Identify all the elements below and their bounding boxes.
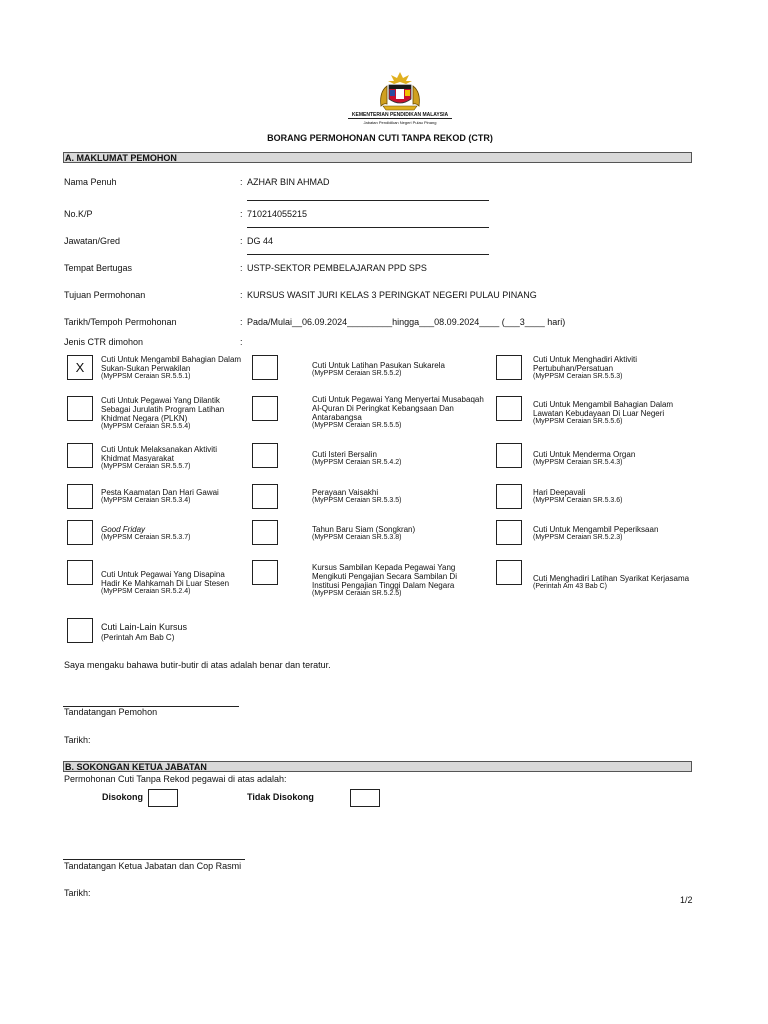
option-label: Cuti Untuk Pegawai Yang Disapina Hadir Ke Mahkamah Di Luar Stesen (MyPPSM Ceraian SR.5.2.4): [101, 570, 230, 595]
colon: :: [240, 209, 243, 219]
option-checkbox[interactable]: [67, 443, 93, 468]
option-label: Cuti Menghadiri Latihan Syarikat Kerjasama (Perintah Am 43 Bab C): [533, 574, 690, 590]
disokong-label: Disokong: [102, 792, 144, 802]
option-label: Tahun Baru Siam (Songkran) (MyPPSM Ceraian SR.5.3.8): [312, 525, 416, 541]
option-label: Cuti Untuk Mengambil Peperiksaan (MyPPSM Ceraian SR.5.2.3): [533, 525, 659, 541]
section-a-header: A. MAKLUMAT PEMOHON: [63, 152, 692, 163]
jawatan-label: Jawatan/Gred: [64, 236, 121, 246]
option-checkbox[interactable]: [252, 484, 278, 509]
kp-label: No.K/P: [64, 209, 93, 219]
option-label: Hari Deepavali (MyPPSM Ceraian SR.5.3.6): [533, 488, 623, 504]
option-checkbox[interactable]: X: [67, 355, 93, 380]
option-label: Good Friday (MyPPSM Ceraian SR.5.3.7): [101, 525, 191, 541]
malaysia-coat-of-arms-icon: [373, 70, 427, 114]
colon: :: [240, 236, 243, 246]
ministry-name: KEMENTERIAN PENDIDIKAN MALAYSIA: [351, 112, 449, 118]
option-checkbox[interactable]: [252, 560, 278, 585]
option-checkbox[interactable]: [496, 560, 522, 585]
colon: :: [240, 317, 243, 327]
option-label: Cuti Untuk Mengambil Bahagian Dalam Sukan-Sukan Perwakilan (MyPPSM Ceraian SR.5.5.1): [101, 355, 242, 380]
option-checkbox[interactable]: [252, 355, 278, 380]
option-checkbox[interactable]: [67, 560, 93, 585]
applicant-date-label: Tarikh:: [64, 735, 91, 745]
tidak-disokong-label: Tidak Disokong: [247, 792, 314, 802]
jenis-label: Jenis CTR dimohon: [64, 337, 144, 347]
tujuan-value[interactable]: KURSUS WASIT JURI KELAS 3 PERINGKAT NEGERI PULAU PINANG: [247, 290, 537, 300]
tarikh-value[interactable]: Pada/Mulai__06.09.2024_________hingga___08.09.2024____ (___3____ hari): [247, 317, 566, 327]
option-label: Cuti Untuk Melaksanakan Aktiviti Khidmat Masyarakat (MyPPSM Ceraian SR.5.5.7): [101, 445, 218, 470]
kp-value[interactable]: 710214055215: [247, 209, 308, 219]
colon: :: [240, 337, 243, 347]
disokong-checkbox[interactable]: [148, 789, 178, 807]
tidak-disokong-checkbox[interactable]: [350, 789, 380, 807]
tujuan-label: Tujuan Permohonan: [64, 290, 146, 300]
option-checkbox[interactable]: [496, 484, 522, 509]
head-signature-label: Tandatangan Ketua Jabatan dan Cop Rasmi: [64, 861, 242, 871]
tempat-value[interactable]: USTP-SEKTOR PEMBELAJARAN PPD SPS: [247, 263, 427, 273]
colon: :: [240, 177, 243, 187]
declaration-text: Saya mengaku bahawa butir-butir di atas adalah benar dan teratur.: [64, 660, 331, 670]
colon: :: [240, 263, 243, 273]
option-checkbox[interactable]: [252, 520, 278, 545]
option-label: Cuti Untuk Pegawai Yang Dilantik Sebagai Jurulatih Program Latihan Khidmat Negara (PLKN) (MyPPSM Ceraian SR.5.5.4): [101, 396, 225, 430]
nama-label: Nama Penuh: [64, 177, 117, 187]
option-checkbox[interactable]: [252, 396, 278, 421]
option-label: Cuti Isteri Bersalin (MyPPSM Ceraian SR.5.4.2): [312, 450, 402, 466]
option-checkbox[interactable]: [67, 618, 93, 643]
option-checkbox[interactable]: [496, 355, 522, 380]
option-checkbox[interactable]: [67, 484, 93, 509]
option-label: Pesta Kaamatan Dan Hari Gawai (MyPPSM Ceraian SR.5.3.4): [101, 488, 219, 504]
option-checkbox[interactable]: [496, 396, 522, 421]
option-checkbox[interactable]: [67, 520, 93, 545]
tempat-label: Tempat Bertugas: [64, 263, 133, 273]
section-b-header: B. SOKONGAN KETUA JABATAN: [63, 761, 692, 772]
option-checkbox[interactable]: [252, 443, 278, 468]
support-intro: Permohonan Cuti Tanpa Rekod pegawai di atas adalah:: [64, 774, 287, 784]
option-label: Cuti Untuk Menghadiri Aktiviti Pertubuhan/Persatuan (MyPPSM Ceraian SR.5.5.3): [533, 355, 638, 380]
option-label: Cuti Untuk Latihan Pasukan Sukarela (MyPPSM Ceraian SR.5.5.2): [312, 361, 445, 377]
option-checkbox[interactable]: [67, 396, 93, 421]
form-title: BORANG PERMOHONAN CUTI TANPA REKOD (CTR): [267, 133, 493, 143]
option-label: Cuti Lain-Lain Kursus (Perintah Am Bab C): [101, 622, 188, 642]
head-date-label: Tarikh:: [64, 888, 91, 898]
tarikh-label: Tarikh/Tempoh Permohonan: [64, 317, 177, 327]
option-label: Kursus Sambilan Kepada Pegawai Yang Mengikuti Pengajian Secara Sambilan Di Institusi Pengajian Tinggi Dalam Negara (MyPPSM Ceraian SR.5.2.5): [312, 563, 457, 597]
applicant-signature-label: Tandatangan Pemohon: [64, 707, 158, 717]
option-label: Cuti Untuk Pegawai Yang Menyertai Musabaqah Al-Quran Di Peringkat Kebangsaan Dan Antarabangsa (MyPPSM Ceraian SR.5.5.5): [312, 395, 484, 429]
jawatan-value[interactable]: DG 44: [247, 236, 274, 246]
colon: :: [240, 290, 243, 300]
option-checkbox[interactable]: [496, 443, 522, 468]
option-label: Cuti Untuk Menderma Organ (MyPPSM Ceraian SR.5.4.3): [533, 450, 636, 466]
option-checkbox[interactable]: [496, 520, 522, 545]
option-label: Cuti Untuk Mengambil Bahagian Dalam Lawatan Kebudayaan Di Luar Negeri (MyPPSM Ceraian SR.5.5.6): [533, 400, 674, 425]
page-number: 1/2: [680, 895, 693, 905]
nama-value[interactable]: AZHAR BIN AHMAD: [247, 177, 330, 187]
option-label: Perayaan Vaisakhi (MyPPSM Ceraian SR.5.3.5): [312, 488, 402, 504]
department-name: Jabatan Pendidikan Negeri Pulau Pinang: [363, 120, 437, 125]
